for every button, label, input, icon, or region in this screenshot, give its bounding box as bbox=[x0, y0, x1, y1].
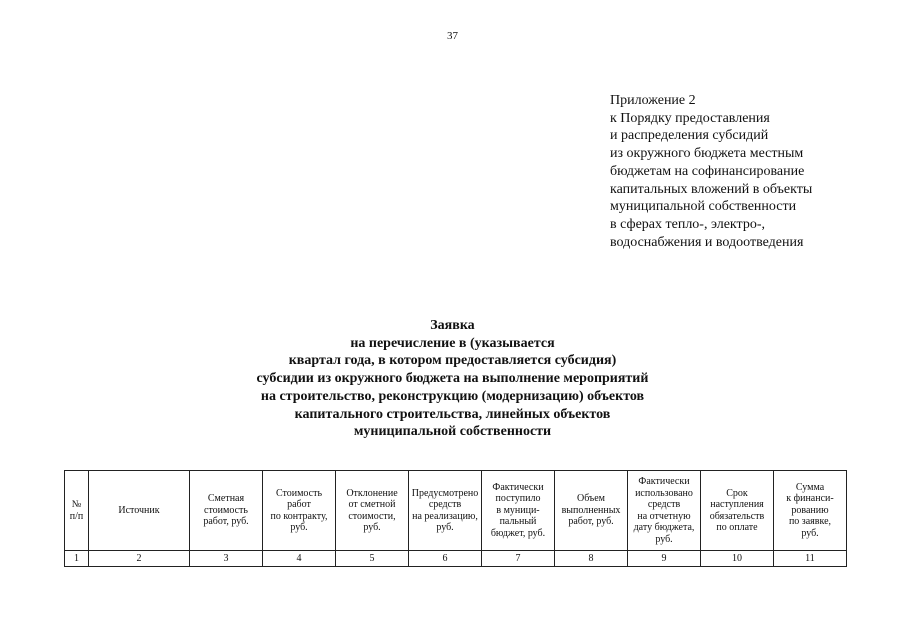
column-header-estimated-cost: Сметная стоимость работ, руб. bbox=[190, 471, 263, 551]
column-number-cell: 7 bbox=[482, 551, 555, 567]
column-header-contract-cost: Стоимость работ по контракту, руб. bbox=[263, 471, 336, 551]
table-header-row bbox=[65, 471, 847, 551]
document-title bbox=[0, 317, 905, 441]
appendix-line: Приложение 2 bbox=[610, 93, 696, 108]
column-header-work-volume: Объем выполненных работ, руб. bbox=[555, 471, 628, 551]
column-number-cell: 1 bbox=[65, 551, 89, 567]
column-header-payment-deadline: Срок наступления обязательств по оплате bbox=[701, 471, 774, 551]
column-number-cell: 9 bbox=[628, 551, 701, 567]
title-line: на перечисление в (указывается bbox=[350, 335, 555, 351]
table-row bbox=[65, 551, 847, 567]
appendix-line: капитальных вложений в объекты bbox=[610, 181, 813, 197]
appendix-line: в сферах тепло-, электро-, bbox=[610, 216, 765, 232]
title-line: капитального строительства, линейных объектов bbox=[294, 406, 611, 422]
page-number: 37 bbox=[447, 30, 458, 42]
column-header-requested-amount: Сумма к финанси- рованию по заявке, руб. bbox=[774, 471, 847, 551]
column-number-cell: 2 bbox=[89, 551, 190, 567]
appendix-line: и распределения субсидий bbox=[610, 128, 769, 144]
column-number-cell: 3 bbox=[190, 551, 263, 567]
column-number-cell: 4 bbox=[263, 551, 336, 567]
appendix-line: водоснабжения и водоотведения bbox=[610, 234, 804, 250]
column-number-cell: 5 bbox=[336, 551, 409, 567]
column-number-cell: 8 bbox=[555, 551, 628, 567]
column-number-cell: 6 bbox=[409, 551, 482, 567]
column-header-source: Источник bbox=[89, 471, 190, 551]
appendix-line: муниципальной собственности bbox=[610, 199, 797, 215]
title-line: Заявка bbox=[430, 318, 475, 333]
appendix-header bbox=[610, 92, 895, 251]
title-line: квартал года, в котором предоставляется субсидия) bbox=[288, 353, 617, 369]
column-header-received-funds: Фактически поступило в муници- пальный бюджет, руб. bbox=[482, 471, 555, 551]
column-header-deviation: Отклонение от сметной стоимости, руб. bbox=[336, 471, 409, 551]
column-number-cell: 11 bbox=[774, 551, 847, 567]
title-line: на строительство, реконструкцию (модернизацию) объектов bbox=[260, 388, 645, 404]
column-number-cell: 10 bbox=[701, 551, 774, 567]
title-line: муниципальной собственности bbox=[353, 424, 552, 440]
column-header-planned-funds: Предусмотрено средств на реализацию, руб. bbox=[409, 471, 482, 551]
column-header-number: № п/п bbox=[65, 471, 89, 551]
title-line: субсидии из окружного бюджета на выполнение мероприятий bbox=[256, 371, 649, 387]
request-table bbox=[64, 470, 847, 567]
column-header-used-funds: Фактически использовано средств на отчетную дату бюджета, руб. bbox=[628, 471, 701, 551]
appendix-line: из окружного бюджета местным bbox=[610, 146, 804, 162]
appendix-line: к Порядку предоставления bbox=[610, 110, 770, 126]
appendix-line: бюджетам на софинансирование bbox=[610, 163, 805, 179]
